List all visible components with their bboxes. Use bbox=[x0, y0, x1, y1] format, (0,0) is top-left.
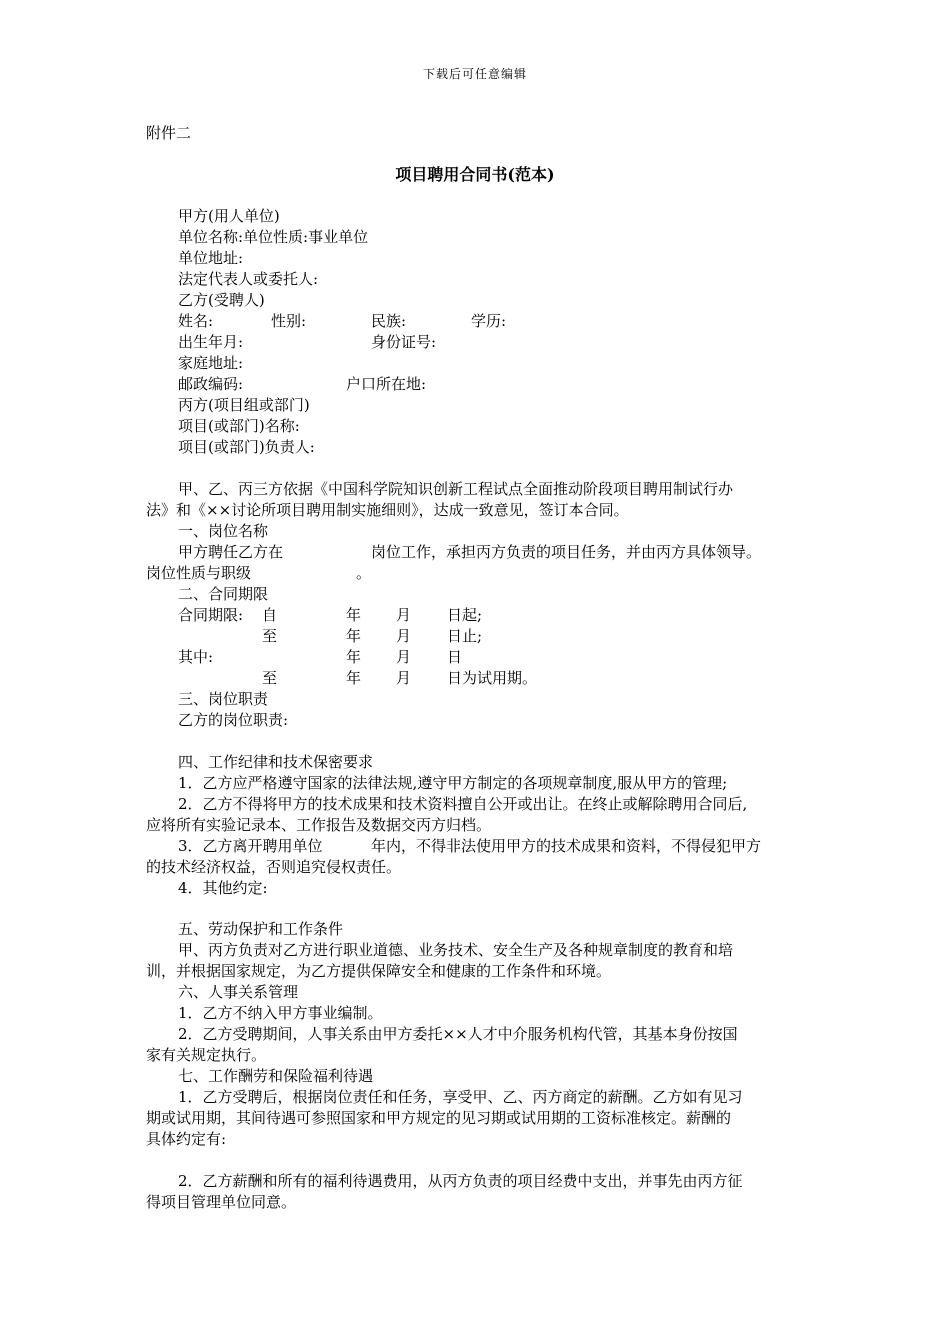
duties-line: 乙方的岗位职责: bbox=[178, 711, 289, 729]
s4-item-2-line-2: 应将所有实验记录本、工作报告及数据交丙方归档。 bbox=[146, 816, 492, 834]
of-which-label: 其中: bbox=[178, 648, 214, 666]
term-year: 年 bbox=[346, 627, 362, 645]
s6-item-2-line-2: 家有关规定执行。 bbox=[146, 1046, 267, 1064]
term-label: 合同期限: bbox=[178, 606, 244, 624]
home-address-line: 家庭地址: bbox=[178, 354, 244, 372]
section-2-heading: 二、合同期限 bbox=[178, 585, 269, 603]
term-month: 月 bbox=[396, 606, 412, 624]
s4-item-3-text-a: 3．乙方离开聘用单位 bbox=[178, 837, 323, 855]
section-7-heading: 七、工作酬劳和保险福利待遇 bbox=[178, 1067, 374, 1085]
section-4-heading: 四、工作纪律和技术保密要求 bbox=[178, 753, 374, 771]
birth-id-row bbox=[178, 332, 778, 353]
probation-year: 年 bbox=[346, 669, 362, 687]
personal-info-row bbox=[178, 311, 778, 332]
unit-name-line: 单位名称:单位性质:事业单位 bbox=[178, 228, 369, 246]
appoint-text-a: 甲方聘任乙方在 bbox=[178, 543, 284, 561]
s7-item-1-line-2: 期或试用期，其间待遇可参照国家和甲方规定的见习期或试用期的工资标准核定。薪酬的 bbox=[146, 1109, 732, 1127]
probation-row-start bbox=[178, 647, 578, 668]
section-5-heading: 五、劳动保护和工作条件 bbox=[178, 920, 344, 938]
section-6-heading: 六、人事关系管理 bbox=[178, 983, 299, 1001]
party-a-heading: 甲方(用人单位) bbox=[178, 207, 280, 225]
party-b-heading: 乙方(受聘人) bbox=[178, 291, 265, 309]
ethnicity-label: 民族: bbox=[371, 312, 407, 330]
section-3-heading: 三、岗位职责 bbox=[178, 690, 269, 708]
page-header-note: 下载后可任意编辑 bbox=[422, 67, 527, 81]
s7-item-2-line-2: 得项目管理单位同意。 bbox=[146, 1193, 297, 1211]
s7-item-1-line-1: 1．乙方受聘后，根据岗位责任和任务，享受甲、乙、丙方商定的薪酬。乙方如有见习 bbox=[178, 1088, 743, 1106]
section-1-line-1 bbox=[178, 542, 818, 563]
hukou-label: 户口所在地: bbox=[346, 375, 427, 393]
term-year: 年 bbox=[346, 606, 362, 624]
name-label: 姓名: bbox=[178, 312, 214, 330]
term-month: 月 bbox=[396, 627, 412, 645]
s4-item-3-text-b: 年内，不得非法使用甲方的技术成果和资料，不得侵犯甲方 bbox=[371, 837, 762, 855]
unit-address-line: 单位地址: bbox=[178, 249, 244, 267]
section-1-heading: 一、岗位名称 bbox=[178, 522, 269, 540]
probation-row-end bbox=[178, 668, 578, 689]
s4-item-4: 4．其他约定: bbox=[178, 879, 268, 897]
s5-paragraph-line-1: 甲、丙方负责对乙方进行职业道德、业务技术、安全生产及各种规章制度的教育和培 bbox=[178, 941, 734, 959]
s4-item-1: 1．乙方应严格遵守国家的法律法规,遵守甲方制定的各项规章制度,服从甲方的管理; bbox=[178, 774, 728, 792]
term-row-end bbox=[178, 626, 578, 647]
s6-item-2-line-1: 2．乙方受聘期间，人事关系由甲方委托××人才中介服务机构代管，其基本身份按国 bbox=[178, 1025, 738, 1043]
s5-paragraph-line-2: 训，并根据国家规定，为乙方提供保障安全和健康的工作条件和环境。 bbox=[146, 962, 612, 980]
s7-item-2-line-1: 2．乙方薪酬和所有的福利待遇费用，从丙方负责的项目经费中支出，并事先由丙方征 bbox=[178, 1172, 743, 1190]
probation-year: 年 bbox=[346, 648, 362, 666]
id-number-label: 身份证号: bbox=[371, 333, 437, 351]
s4-item-2-line-1: 2．乙方不得将甲方的技术成果和技术资料擅自公开或出让。在终止或解除聘用合同后, bbox=[178, 795, 748, 813]
probation-to: 至 bbox=[262, 669, 278, 687]
s4-item-3-line-2: 的技术经济权益，否则追究侵权责任。 bbox=[146, 858, 402, 876]
probation-day: 日 bbox=[447, 648, 463, 666]
s4-item-3-line-1 bbox=[178, 836, 818, 857]
document-title: 项目聘用合同书(范本) bbox=[395, 165, 555, 184]
party-c-heading: 丙方(项目组或部门) bbox=[178, 396, 310, 414]
section-1-line-2 bbox=[146, 563, 546, 584]
postcode-hukou-row bbox=[178, 374, 778, 395]
preamble-line-1: 甲、乙、丙三方依据《中国科学院知识创新工程试点全面推动阶段项目聘用制试行办 bbox=[178, 480, 734, 498]
project-name-line: 项目(或部门)名称: bbox=[178, 417, 300, 435]
term-row-start bbox=[178, 605, 578, 626]
legal-rep-line: 法定代表人或委托人: bbox=[178, 270, 319, 288]
appoint-text-b: 岗位工作，承担丙方负责的项目任务，并由丙方具体领导。 bbox=[371, 543, 762, 561]
birth-label: 出生年月: bbox=[178, 333, 244, 351]
s7-item-1-line-3: 具体约定有: bbox=[146, 1130, 227, 1148]
gender-label: 性别: bbox=[271, 312, 307, 330]
probation-month: 月 bbox=[396, 648, 412, 666]
probation-month: 月 bbox=[396, 669, 412, 687]
probation-day-end: 日为试用期。 bbox=[447, 669, 538, 687]
preamble-line-2: 法》和《××讨论所项目聘用制实施细则》，达成一致意见，签订本合同。 bbox=[146, 501, 629, 519]
postcode-label: 邮政编码: bbox=[178, 375, 244, 393]
s6-item-1: 1．乙方不纳入甲方事业编制。 bbox=[178, 1004, 383, 1022]
project-leader-line: 项目(或部门)负责人: bbox=[178, 438, 315, 456]
term-from: 自 bbox=[262, 606, 278, 624]
post-nature-end: 。 bbox=[356, 564, 372, 582]
term-day-end: 日止; bbox=[447, 627, 483, 645]
education-label: 学历: bbox=[471, 312, 507, 330]
term-day-start: 日起; bbox=[447, 606, 483, 624]
attachment-label: 附件二 bbox=[146, 124, 192, 142]
term-to: 至 bbox=[262, 627, 278, 645]
post-nature-label: 岗位性质与职级 bbox=[146, 564, 252, 582]
